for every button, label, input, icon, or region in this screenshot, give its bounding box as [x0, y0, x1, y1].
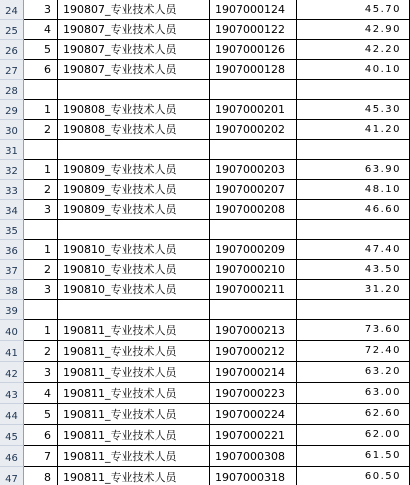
row-header[interactable]: 30: [0, 120, 24, 140]
cell-exam-id[interactable]: 1907000124: [210, 0, 297, 20]
sheet-row: [0, 240, 410, 260]
cell-position[interactable]: 190811_专业技术人员: [58, 446, 210, 467]
cell-seq[interactable]: [24, 220, 58, 240]
cell-position[interactable]: 190808_专业技术人员: [58, 100, 210, 120]
row-header[interactable]: 36: [0, 240, 24, 260]
sheet-row: [0, 0, 410, 20]
cell-exam-id[interactable]: [210, 140, 297, 160]
cell-score[interactable]: 40.10: [297, 60, 410, 80]
sheet-row: [0, 220, 410, 240]
sheet-row: [0, 100, 410, 120]
cell-seq[interactable]: 2: [24, 180, 58, 200]
cell-position[interactable]: 190809_专业技术人员: [58, 200, 210, 220]
cell-position[interactable]: 190811_专业技术人员: [58, 362, 210, 383]
cell-seq[interactable]: 2: [24, 341, 58, 362]
cell-exam-id[interactable]: [210, 80, 297, 100]
cell-seq[interactable]: 1: [24, 320, 58, 341]
sheet-row: [0, 341, 410, 362]
cell-score[interactable]: 45.70: [297, 0, 410, 20]
cell-seq[interactable]: 7: [24, 446, 58, 467]
cell-seq[interactable]: 4: [24, 20, 58, 40]
cell-score[interactable]: 46.60: [297, 200, 410, 220]
cell-position[interactable]: 190807_专业技术人员: [58, 20, 210, 40]
row-header[interactable]: 37: [0, 260, 24, 280]
cell-position[interactable]: 190811_专业技术人员: [58, 404, 210, 425]
row-header[interactable]: 32: [0, 160, 24, 180]
row-header[interactable]: 42: [0, 362, 24, 383]
cell-score[interactable]: [297, 140, 410, 160]
cell-seq[interactable]: 1: [24, 160, 58, 180]
cell-exam-id[interactable]: 1907000213: [210, 320, 297, 341]
row-header[interactable]: 31: [0, 140, 24, 160]
row-header[interactable]: 35: [0, 220, 24, 240]
cell-seq[interactable]: 5: [24, 404, 58, 425]
cell-seq[interactable]: 1: [24, 240, 58, 260]
row-header[interactable]: 24: [0, 0, 24, 20]
sheet-row: [0, 20, 410, 40]
row-header[interactable]: 40: [0, 320, 24, 341]
cell-position[interactable]: [58, 220, 210, 240]
sheet-row: [0, 404, 410, 425]
row-header[interactable]: 39: [0, 300, 24, 320]
cell-exam-id[interactable]: [210, 220, 297, 240]
row-header[interactable]: 34: [0, 200, 24, 220]
row-header[interactable]: 38: [0, 280, 24, 300]
cell-score[interactable]: 72.40: [297, 341, 410, 362]
cell-seq[interactable]: 2: [24, 260, 58, 280]
sheet-row: [0, 260, 410, 280]
cell-exam-id[interactable]: 1907000128: [210, 60, 297, 80]
row-header[interactable]: 43: [0, 383, 24, 404]
cell-exam-id[interactable]: 1907000201: [210, 100, 297, 120]
sheet-row: [0, 467, 410, 485]
cell-seq[interactable]: 6: [24, 425, 58, 446]
cell-position[interactable]: 190809_专业技术人员: [58, 160, 210, 180]
cell-position[interactable]: 190807_专业技术人员: [58, 40, 210, 60]
cell-seq[interactable]: 8: [24, 467, 58, 485]
cell-exam-id[interactable]: 1907000221: [210, 425, 297, 446]
cell-exam-id[interactable]: 1907000212: [210, 341, 297, 362]
cell-score[interactable]: 42.20: [297, 40, 410, 60]
sheet-row: [0, 120, 410, 140]
cell-seq[interactable]: 2: [24, 120, 58, 140]
cell-position[interactable]: 190811_专业技术人员: [58, 320, 210, 341]
cell-position[interactable]: [58, 140, 210, 160]
cell-position[interactable]: 190808_专业技术人员: [58, 120, 210, 140]
row-header[interactable]: 28: [0, 80, 24, 100]
sheet-row: [0, 180, 410, 200]
cell-exam-id[interactable]: 1907000308: [210, 446, 297, 467]
cell-score[interactable]: 42.90: [297, 20, 410, 40]
cell-score[interactable]: [297, 220, 410, 240]
cell-exam-id[interactable]: 1907000202: [210, 120, 297, 140]
cell-position[interactable]: 190811_专业技术人员: [58, 341, 210, 362]
row-header[interactable]: 41: [0, 341, 24, 362]
cell-seq[interactable]: 5: [24, 40, 58, 60]
cell-position[interactable]: 190811_专业技术人员: [58, 467, 210, 485]
cell-position[interactable]: 190811_专业技术人员: [58, 383, 210, 404]
sheet-row: [0, 60, 410, 80]
cell-exam-id[interactable]: 1907000122: [210, 20, 297, 40]
cell-seq[interactable]: [24, 300, 58, 320]
sheet-row: [0, 160, 410, 180]
sheet-row: [0, 300, 410, 320]
cell-position[interactable]: [58, 80, 210, 100]
cell-exam-id[interactable]: 1907000224: [210, 404, 297, 425]
cell-position[interactable]: 190807_专业技术人员: [58, 60, 210, 80]
row-header[interactable]: 26: [0, 40, 24, 60]
cell-seq[interactable]: 3: [24, 200, 58, 220]
cell-exam-id[interactable]: 1907000223: [210, 383, 297, 404]
cell-position[interactable]: 190807_专业技术人员: [58, 0, 210, 20]
cell-seq[interactable]: 3: [24, 362, 58, 383]
sheet-row: [0, 362, 410, 383]
cell-score[interactable]: 31.20: [297, 280, 410, 300]
cell-position[interactable]: 190811_专业技术人员: [58, 425, 210, 446]
cell-score[interactable]: 63.90: [297, 160, 410, 180]
sheet-row: [0, 140, 410, 160]
cell-exam-id[interactable]: 1907000209: [210, 240, 297, 260]
row-header[interactable]: 27: [0, 60, 24, 80]
cell-exam-id[interactable]: 1907000203: [210, 160, 297, 180]
cell-score[interactable]: 45.30: [297, 100, 410, 120]
sheet-row: [0, 280, 410, 300]
row-header[interactable]: 44: [0, 404, 24, 425]
cell-position[interactable]: [58, 300, 210, 320]
cell-score[interactable]: 63.00: [297, 383, 410, 404]
sheet-row: [0, 383, 410, 404]
sheet-row: [0, 425, 410, 446]
sheet-row: [0, 80, 410, 100]
sheet-row: [0, 320, 410, 341]
cell-score[interactable]: 41.20: [297, 120, 410, 140]
row-header[interactable]: 46: [0, 446, 24, 467]
row-header[interactable]: 47: [0, 467, 24, 485]
cell-position[interactable]: 190810_专业技术人员: [58, 260, 210, 280]
row-header[interactable]: 45: [0, 425, 24, 446]
cell-score[interactable]: 43.50: [297, 260, 410, 280]
cell-score[interactable]: 61.50: [297, 446, 410, 467]
sheet-row: [0, 446, 410, 467]
cell-seq[interactable]: 3: [24, 280, 58, 300]
cell-seq[interactable]: 4: [24, 383, 58, 404]
cell-score[interactable]: 73.60: [297, 320, 410, 341]
row-header[interactable]: 29: [0, 100, 24, 120]
sheet-row: [0, 200, 410, 220]
row-header[interactable]: 33: [0, 180, 24, 200]
cell-score[interactable]: [297, 300, 410, 320]
cell-seq[interactable]: 1: [24, 100, 58, 120]
cell-exam-id[interactable]: [210, 300, 297, 320]
cell-seq[interactable]: [24, 140, 58, 160]
cell-position[interactable]: 190810_专业技术人员: [58, 240, 210, 260]
cell-seq[interactable]: [24, 80, 58, 100]
cell-score[interactable]: 62.60: [297, 404, 410, 425]
sheet-row: [0, 40, 410, 60]
cell-position[interactable]: 190810_专业技术人员: [58, 280, 210, 300]
cell-seq[interactable]: 3: [24, 0, 58, 20]
cell-exam-id[interactable]: 1907000214: [210, 362, 297, 383]
row-header[interactable]: 25: [0, 20, 24, 40]
cell-score[interactable]: 62.00: [297, 425, 410, 446]
cell-exam-id[interactable]: 1907000126: [210, 40, 297, 60]
cell-score[interactable]: 48.10: [297, 180, 410, 200]
cell-score[interactable]: [297, 80, 410, 100]
cell-exam-id[interactable]: 1907000318: [210, 467, 297, 485]
cell-exam-id[interactable]: 1907000210: [210, 260, 297, 280]
cell-score[interactable]: 47.40: [297, 240, 410, 260]
cell-exam-id[interactable]: 1907000207: [210, 180, 297, 200]
cell-score[interactable]: 60.50: [297, 467, 410, 485]
cell-exam-id[interactable]: 1907000211: [210, 280, 297, 300]
cell-seq[interactable]: 6: [24, 60, 58, 80]
cell-position[interactable]: 190809_专业技术人员: [58, 180, 210, 200]
cell-score[interactable]: 63.20: [297, 362, 410, 383]
cell-exam-id[interactable]: 1907000208: [210, 200, 297, 220]
